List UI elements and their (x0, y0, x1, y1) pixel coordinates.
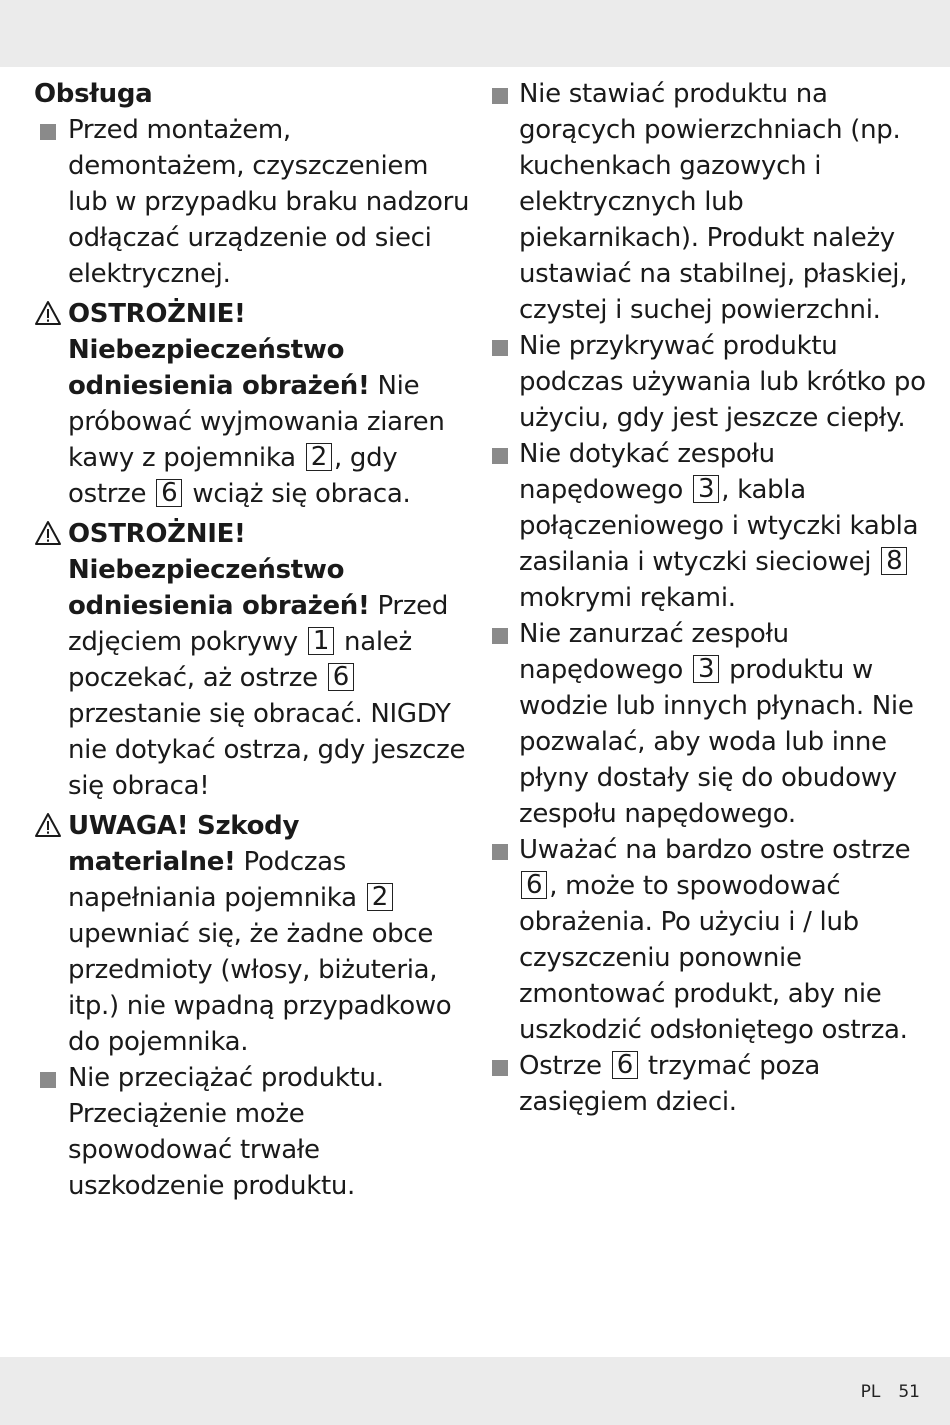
item-text: produktu w wodzie lub innych płynach. Nie pozwalać, aby woda lub inne płyny dostały się do obudowy zespołu napędowego. (519, 655, 914, 829)
warning-triangle-icon (34, 300, 62, 326)
warning-text: Nie próbować wyjmowania ziaren kawy z pojemnika (68, 371, 445, 473)
square-bullet-icon (40, 124, 56, 140)
warning-block (34, 296, 474, 512)
square-bullet-icon (40, 1072, 56, 1088)
item-text: mokrymi rękami. (519, 583, 736, 613)
part-ref: 6 (521, 871, 547, 899)
warning-label: OSTROŻNIE! Niebezpieczeństwo odniesienia obrażeń! (68, 299, 370, 401)
item-text: Nie dotykać zespołu napędowego (519, 439, 775, 505)
warning-label: UWAGA! Szkody materialne! (68, 811, 300, 877)
item-text: Nie zanurzać zespołu napędowego (519, 619, 789, 685)
item-text: Uważać na bardzo ostre ostrze (519, 835, 911, 865)
item-text: , kabla połączeniowego i wtyczki kabla zasilania i wtyczki sieciowej (519, 475, 919, 577)
item-text: Przed montażem, demontażem, czyszczeniem lub w przypadku braku nadzoru odłączać urządzenie od sieci elektrycznej. (68, 115, 470, 289)
warning-text: wciąż się obraca. (184, 479, 411, 509)
square-bullet-icon (492, 340, 508, 356)
part-ref: 3 (693, 475, 719, 503)
item-text: Ostrze (519, 1051, 610, 1081)
list-item (490, 1048, 930, 1120)
part-ref: 1 (308, 627, 334, 655)
warning-text: Podczas napełniania pojemnika (68, 847, 365, 913)
warning-block (34, 808, 474, 1060)
list-item (490, 616, 930, 832)
part-ref: 6 (156, 479, 182, 507)
right-column (490, 76, 930, 1120)
list-item (490, 328, 930, 436)
part-ref: 2 (306, 443, 332, 471)
part-ref: 2 (367, 883, 393, 911)
warning-text: należ poczekać, aż ostrze (68, 627, 412, 693)
square-bullet-icon (492, 628, 508, 644)
warning-triangle-icon (34, 812, 62, 838)
item-text: Nie przeciążać produktu. Przeciążenie może spowodować trwałe uszkodzenie produktu. (68, 1063, 384, 1201)
item-text: trzymać poza zasięgiem dzieci. (519, 1051, 821, 1117)
list-item (490, 436, 930, 616)
warning-triangle-icon (34, 520, 62, 546)
language-code: PL (860, 1382, 881, 1402)
list-item (490, 832, 930, 1048)
warning-text: przestanie się obracać. NIGDY nie dotykać ostrza, gdy jeszcze się obraca! (68, 699, 466, 801)
item-text: Nie stawiać produktu na gorących powierzchniach (np. kuchenkach gazowych i elektrycznych lub piekarnikach). Produkt należy ustawiać na stabilnej, płaskiej, czystej i suchej powierzchni. (519, 79, 908, 325)
warning-block (34, 516, 474, 804)
warning-text: , gdy ostrze (68, 443, 398, 509)
left-column (34, 76, 474, 1204)
header-band (0, 0, 950, 67)
part-ref: 3 (693, 655, 719, 683)
square-bullet-icon (492, 1060, 508, 1076)
list-item (34, 1060, 474, 1204)
part-ref: 6 (612, 1051, 638, 1079)
square-bullet-icon (492, 448, 508, 464)
warning-text: upewniać się, że żadne obce przedmioty (włosy, biżuteria, itp.) nie wpadną przypadkowo do pojemnika. (68, 919, 452, 1057)
section-heading: Obsługa (34, 79, 153, 109)
warning-label: OSTROŻNIE! Niebezpieczeństwo odniesienia obrażeń! (68, 519, 370, 621)
page-number: 51 (898, 1382, 920, 1402)
part-ref: 8 (881, 547, 907, 575)
footer-band (0, 1357, 950, 1425)
warning-text: Przed zdjęciem pokrywy (68, 591, 449, 657)
list-item (34, 112, 474, 292)
square-bullet-icon (492, 88, 508, 104)
part-ref: 6 (328, 663, 354, 691)
page-footer (861, 1380, 920, 1404)
list-item (490, 76, 930, 328)
item-text: , może to spowodować obrażenia. Po użyciu i / lub czyszczeniu ponownie zmontować produkt, aby nie uszkodzić odsłoniętego ostrza. (519, 871, 908, 1045)
item-text: Nie przykrywać produktu podczas używania lub krótko po użyciu, gdy jest jeszcze ciepły. (519, 331, 926, 433)
square-bullet-icon (492, 844, 508, 860)
